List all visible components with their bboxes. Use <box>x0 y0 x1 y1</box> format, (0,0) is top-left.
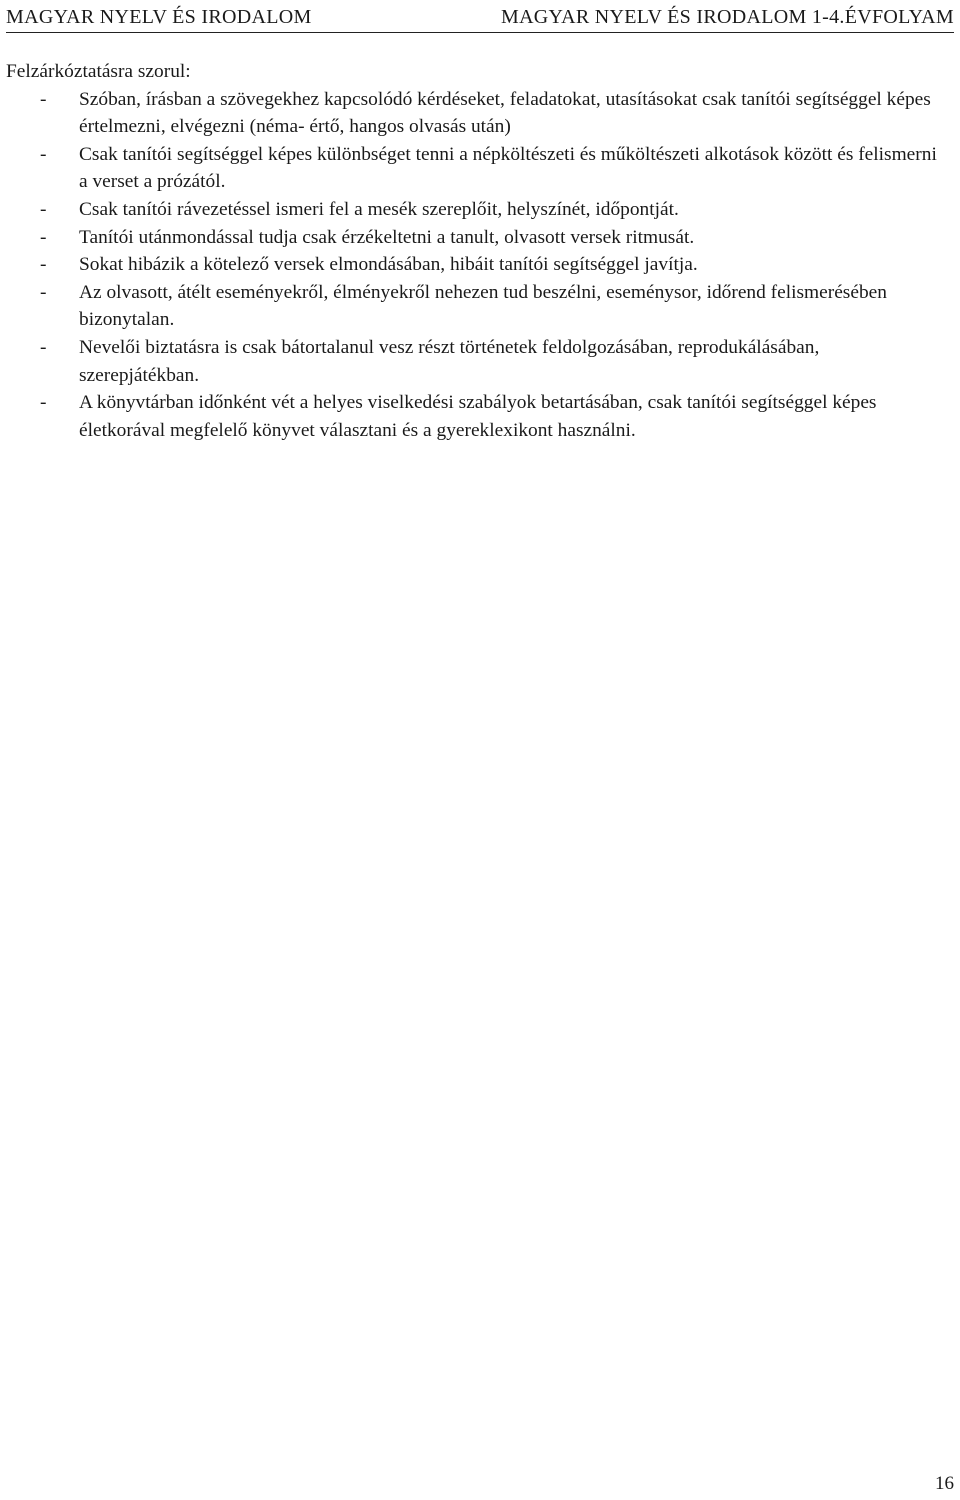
bullet-dash: - <box>40 392 47 414</box>
section-heading: Felzárkóztatásra szorul: <box>6 61 191 82</box>
list-item <box>6 224 942 252</box>
bullet-dash: - <box>40 198 47 220</box>
page-number: 16 <box>935 1473 954 1494</box>
header-right-title: MAGYAR NYELV ÉS IRODALOM 1-4.ÉVFOLYAM <box>500 6 954 28</box>
list-item-text: Csak tanítói rávezetéssel ismeri fel a mesék szereplőit, helyszínét, időpontját. <box>79 198 679 220</box>
running-header <box>6 4 954 33</box>
bullet-list <box>6 86 942 445</box>
document-body <box>6 58 942 444</box>
list-item <box>6 251 942 279</box>
list-item-text: Sokat hibázik a kötelező versek elmondásában, hibáit tanítói segítséggel javítja. <box>79 254 698 276</box>
list-item <box>6 389 942 444</box>
bullet-dash: - <box>40 254 47 276</box>
list-item <box>6 141 942 196</box>
list-item-text: Szóban, írásban a szövegekhez kapcsolódó kérdéseket, feladatokat, utasításokat csak tanítói segítséggel képes értelmezni, elvégezni (néma- értő, hangos olvasás után) <box>79 88 931 138</box>
list-item <box>6 196 942 224</box>
list-item-text: Az olvasott, átélt eseményekről, élményekről nehezen tud beszélni, eseménysor, időrend felismerésében bizonytalan. <box>79 281 887 331</box>
list-item <box>6 334 942 389</box>
bullet-dash: - <box>40 226 47 248</box>
bullet-dash: - <box>40 88 47 110</box>
header-left-title: MAGYAR NYELV ÉS IRODALOM <box>6 6 312 28</box>
bullet-dash: - <box>40 336 47 358</box>
list-item <box>6 279 942 334</box>
list-item-text: A könyvtárban időnként vét a helyes viselkedési szabályok betartásában, csak tanítói segítséggel képes életkorával megfelelő könyvet választani és a gyereklexikont használni. <box>79 392 877 441</box>
list-item <box>6 86 942 141</box>
list-item-text: Csak tanítói segítséggel képes különbséget tenni a népköltészeti és műköltészeti alkotások között és felismerni a verset a prózától. <box>79 143 937 193</box>
bullet-dash: - <box>40 281 47 303</box>
bullet-dash: - <box>40 143 47 165</box>
list-item-text: Tanítói utánmondással tudja csak érzékeltetni a tanult, olvasott versek ritmusát. <box>79 226 695 248</box>
list-item-text: Nevelői biztatásra is csak bátortalanul vesz részt történetek feldolgozásában, reprodukálásában, szerepjátékban. <box>79 336 820 386</box>
